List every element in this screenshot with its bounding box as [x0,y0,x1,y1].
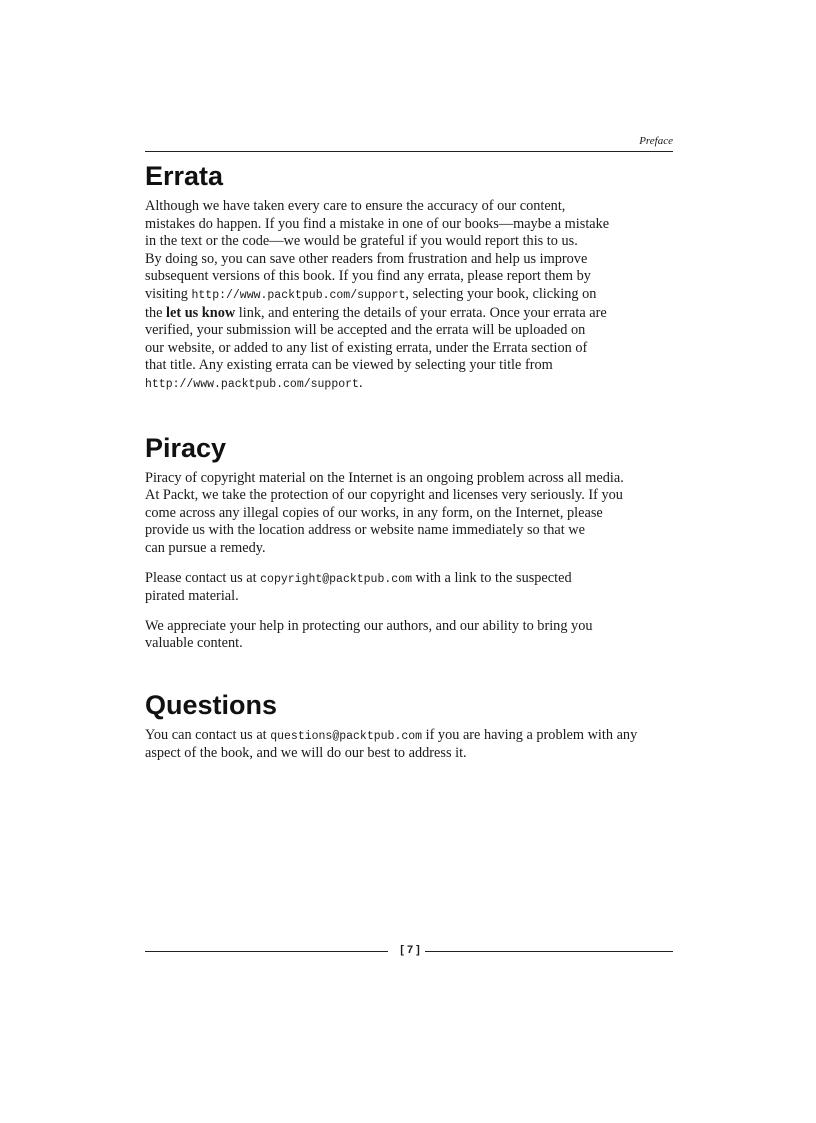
copyright-email-link[interactable]: copyright@packtpub.com [260,572,412,586]
text-line: pirated material. [145,588,239,605]
page-content [145,160,675,763]
piracy-section [145,432,675,653]
text-line: valuable content. [145,635,243,652]
text-line [145,286,675,305]
piracy-paragraph-3 [145,618,675,653]
questions-paragraph [145,727,675,763]
text-fragment: . [358,374,363,391]
questions-section [145,689,675,763]
text-line: By doing so, you can save other readers from frustration and help us improve [145,250,588,267]
text-line: in the text or the code—we would be grateful if you would report this to us. [145,233,578,250]
text-fragment: , selecting your book, clicking on [405,285,597,302]
text-line: come across any illegal copies of our works, in any form, on the Internet, please [145,504,603,521]
errata-heading: Errata [145,161,224,191]
text-line: aspect of the book, and we will do our best to address it. [145,745,467,762]
support-url-link[interactable]: http://www.packtpub.com/support [191,288,406,302]
text-line [145,305,675,323]
questions-heading: Questions [145,689,278,720]
support-url-link-2[interactable]: http://www.packtpub.com/support [145,377,359,391]
text-fragment: link, and entering the details of your errata. Once your errata are [235,304,607,321]
errata-section [145,160,675,394]
questions-email-link[interactable]: questions@packtpub.com [270,729,423,743]
text-fragment: You can contact us at [145,726,271,743]
text-line: verified, your submission will be accepted and the errata will be uploaded on [145,322,586,339]
running-header [145,135,673,152]
text-line: our website, or added to any list of existing errata, under the Errata section of [145,339,588,356]
running-title: Preface [639,135,673,147]
text-fragment: Please contact us at [145,569,261,586]
text-fragment: visiting [145,285,192,302]
let-us-know-link[interactable]: let us know [166,304,236,321]
errata-paragraph [145,198,675,394]
text-line: mistakes do happen. If you find a mistake in one of our books—maybe a mistake [145,215,610,232]
page-number: [ 7 ] [400,944,420,956]
text-line: Piracy of copyright material on the Internet is an ongoing problem across all media. [145,469,624,486]
text-line [145,570,675,589]
footer-rule-right [425,951,673,952]
text-line: that title. Any existing errata can be viewed by selecting your title from [145,357,553,374]
page-footer [145,944,673,964]
text-line: provide us with the location address or website name immediately so that we [145,522,585,539]
piracy-paragraph-1 [145,470,675,558]
text-line: At Packt, we take the protection of our copyright and licenses very seriously. If you [145,487,623,504]
text-fragment: the [145,304,167,321]
piracy-heading: Piracy [145,432,227,463]
text-line: We appreciate your help in protecting our authors, and our ability to bring you [145,617,593,634]
footer-rule-left [145,951,388,952]
text-line: Although we have taken every care to ensure the accuracy of our content, [145,198,566,214]
text-fragment: if you are having a problem with any [422,726,638,743]
piracy-paragraph-2 [145,570,675,606]
text-fragment: with a link to the suspected [411,569,572,586]
text-line: can pursue a remedy. [145,539,266,556]
text-line: subsequent versions of this book. If you find any errata, please report them by [145,268,591,285]
text-line [145,375,675,394]
text-line [145,727,675,746]
